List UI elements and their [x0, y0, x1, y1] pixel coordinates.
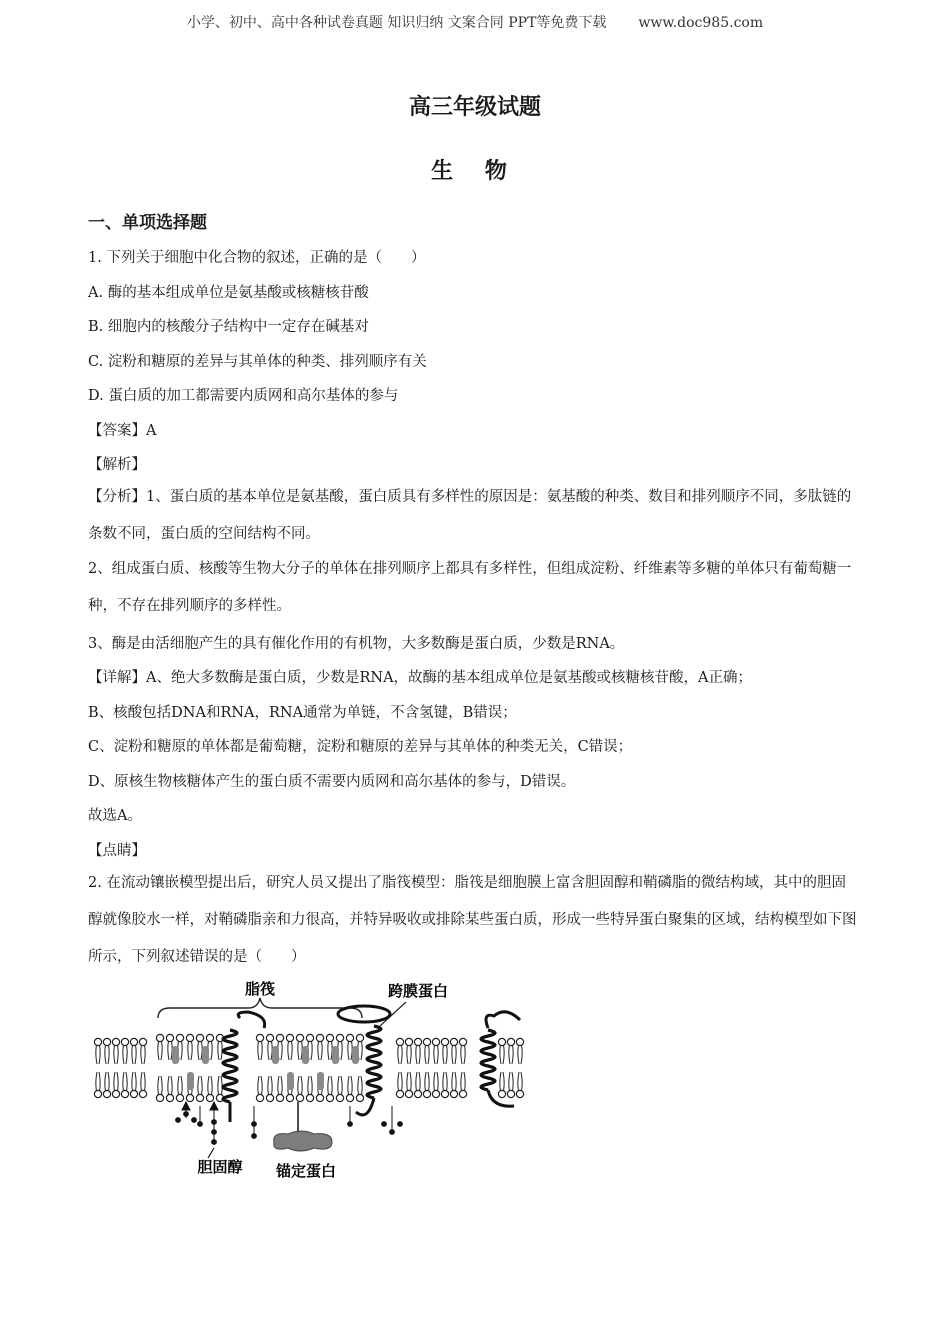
bilayer-bottom-row	[94, 1072, 523, 1102]
q1-analysis-label: 【解析】	[88, 457, 146, 473]
q1-analysis-2: 2、组成蛋白质、核酸等生物大分子的单体在排列顺序上都具有多样性，但组成淀粉、纤维素等多糖的单体只有葡萄糖一种，不存在排列顺序的多样性。	[88, 561, 852, 614]
exam-subject: 生 物	[431, 159, 519, 184]
anchored-protein	[274, 1102, 332, 1151]
cholesterol-pointer	[208, 1148, 214, 1158]
q1-detail-c: C、淀粉和糖原的单体都是葡萄糖，淀粉和糖原的差异与其单体的种类无关，C错误；	[88, 739, 633, 755]
section-heading: 一、单项选择题	[88, 213, 207, 233]
exam-title: 高三年级试题	[408, 95, 541, 120]
label-transmembrane-protein: 跨膜蛋白	[387, 982, 449, 1000]
q1-answer: 【答案】A	[88, 423, 157, 439]
q1-comment-label: 【点睛】	[88, 843, 146, 859]
q1-analysis-3: 3、酶是由活细胞产生的具有催化作用的有机物，大多数酶是蛋白质，少数是RNA。	[88, 636, 625, 652]
label-cholesterol: 胆固醇	[197, 1158, 243, 1176]
q1-option-a: A. 酶的基本组成单位是氨基酸或核糖核苷酸	[88, 285, 369, 301]
header-site[interactable]: www.doc985.com	[638, 15, 764, 31]
q1-analysis-1: 【分析】1、蛋白质的基本单位是氨基酸，蛋白质具有多样性的原因是：氨基酸的种类、数目和排列顺序不同，多肽链的条数不同，蛋白质的空间结构不同。	[88, 489, 852, 542]
page-header	[0, 12, 950, 32]
q1-option-c: C. 淀粉和糖原的差异与其单体的种类、排列顺序有关	[88, 354, 427, 370]
header-banner: 小学、初中、高中各种试卷真题 知识归纳 文案合同 PPT等免费下载	[186, 15, 607, 31]
label-anchored-protein: 锚定蛋白	[275, 1162, 337, 1180]
membrane-diagram	[88, 972, 528, 1182]
q2-stem: 2. 在流动镶嵌模型提出后，研究人员又提出了脂筏模型：脂筏是细胞膜上富含胆固醇和鞘磷脂的微结构域，其中的胆固醇就像胶水一样，对鞘磷脂亲和力很高，并特异吸收或排除某些蛋白质，形成一些特异蛋白聚集的区域，结构模型如下图所示，下列叙述错误的是（ ）	[88, 875, 857, 965]
transmembrane-pointer	[380, 1002, 406, 1026]
q1-detail-d: D、原核生物核糖体产生的蛋白质不需要内质网和高尔基体的参与，D错误。	[88, 774, 576, 790]
q1-stem: 1. 下列关于细胞中化合物的叙述，正确的是（ ）	[88, 250, 426, 266]
label-lipid-raft: 脂筏	[244, 980, 276, 998]
transmembrane-protein-1	[223, 1012, 265, 1122]
q1-option-d: D. 蛋白质的加工都需要内质网和高尔基体的参与	[88, 388, 399, 404]
q1-detail-b: B、核酸包括DNA和RNA，RNA通常为单链，不含氢键，B错误；	[88, 705, 517, 721]
q1-conclusion: 故选A。	[88, 808, 142, 824]
cholesterol-blobs	[172, 1046, 359, 1090]
q1-detail-a: 【详解】A、绝大多数酶是蛋白质，少数是RNA，故酶的基本组成单位是氨基酸或核糖核苷酸，A正确；	[88, 670, 753, 686]
q1-option-b: B. 细胞内的核酸分子结构中一定存在碱基对	[88, 319, 369, 335]
